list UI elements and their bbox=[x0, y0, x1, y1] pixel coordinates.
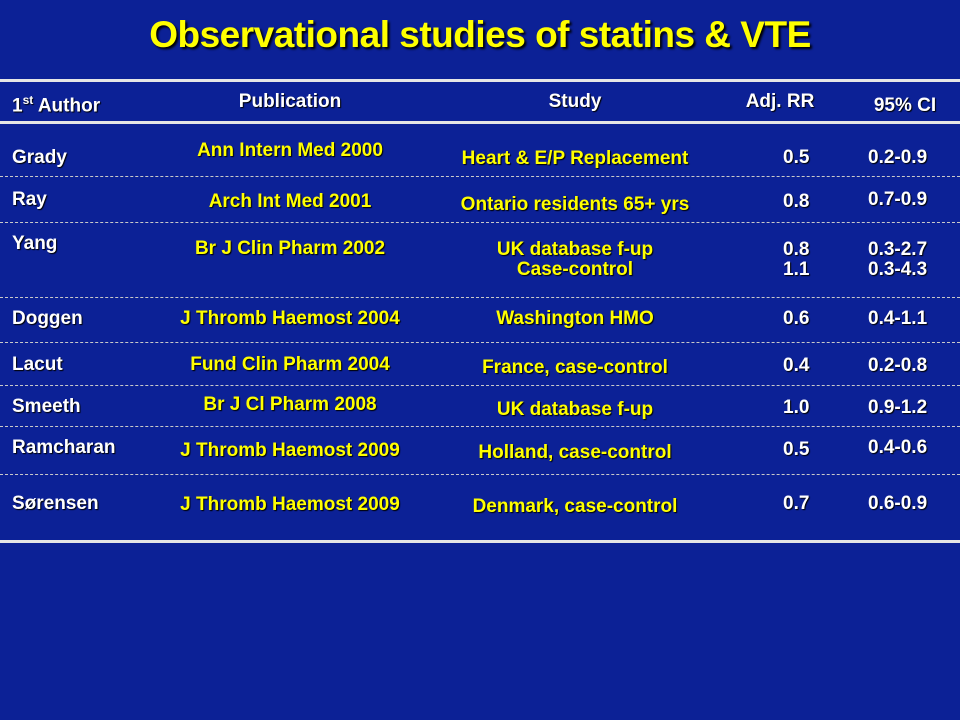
cell-publication: Br J Clin Pharm 2002 bbox=[194, 238, 386, 259]
cell-ci: 0.2-0.9 bbox=[868, 147, 928, 168]
header-ci: 95% CI bbox=[873, 95, 937, 116]
header-adj-rr: Adj. RR bbox=[745, 91, 815, 112]
header-publication: Publication bbox=[238, 91, 342, 112]
cell-adj-rr: 0.5 bbox=[783, 147, 810, 168]
cell-study: France, case-control bbox=[482, 357, 668, 378]
cell-study-secondary: Case-control bbox=[516, 259, 634, 280]
header-study: Study bbox=[548, 91, 602, 112]
cell-ci: 0.6-0.9 bbox=[868, 493, 928, 514]
cell-author: Yang bbox=[12, 233, 58, 254]
cell-ci: 0.9-1.2 bbox=[868, 397, 928, 418]
header-bottom-rule bbox=[0, 121, 960, 124]
table-bottom-rule bbox=[0, 540, 960, 543]
cell-study: Ontario residents 65+ yrs bbox=[460, 194, 690, 215]
cell-publication: J Thromb Haemost 2009 bbox=[180, 494, 400, 515]
row-separator bbox=[0, 176, 960, 177]
cell-adj-rr: 0.6 bbox=[783, 308, 810, 329]
cell-adj-rr: 0.5 bbox=[783, 439, 810, 460]
cell-ci: 0.7-0.9 bbox=[868, 189, 928, 210]
cell-study: UK database f-up bbox=[496, 399, 654, 420]
row-separator bbox=[0, 297, 960, 298]
cell-ci: 0.2-0.8 bbox=[868, 355, 928, 376]
cell-adj-rr: 0.7 bbox=[783, 493, 810, 514]
cell-study: Heart & E/P Replacement bbox=[461, 148, 689, 169]
cell-author: Doggen bbox=[12, 308, 83, 329]
cell-author: Lacut bbox=[12, 354, 63, 375]
cell-study: Denmark, case-control bbox=[472, 496, 678, 517]
cell-author: Ray bbox=[12, 189, 47, 210]
cell-author: Grady bbox=[12, 147, 67, 168]
cell-ci: 0.3-2.7 bbox=[868, 239, 928, 260]
cell-publication: Ann Intern Med 2000 bbox=[197, 140, 383, 161]
cell-publication: Fund Clin Pharm 2004 bbox=[190, 354, 390, 375]
cell-publication: Br J Cl Pharm 2008 bbox=[203, 394, 377, 415]
cell-ci: 0.4-1.1 bbox=[868, 308, 928, 329]
row-separator bbox=[0, 474, 960, 475]
table-top-rule bbox=[0, 79, 960, 82]
cell-author: Sørensen bbox=[12, 493, 99, 514]
header-author: 1st Author bbox=[12, 93, 101, 117]
row-separator bbox=[0, 385, 960, 386]
slide-title: Observational studies of statins & VTE bbox=[149, 14, 811, 55]
cell-ci-secondary: 0.3-4.3 bbox=[868, 259, 928, 280]
cell-study: UK database f-up bbox=[496, 239, 654, 260]
cell-adj-rr: 0.8 bbox=[783, 191, 810, 212]
cell-publication: Arch Int Med 2001 bbox=[208, 191, 372, 212]
row-separator bbox=[0, 342, 960, 343]
cell-publication: J Thromb Haemost 2004 bbox=[180, 308, 400, 329]
row-separator bbox=[0, 222, 960, 223]
cell-author: Ramcharan bbox=[12, 437, 116, 458]
cell-adj-rr: 1.0 bbox=[783, 397, 810, 418]
cell-study: Washington HMO bbox=[496, 308, 654, 329]
cell-study: Holland, case-control bbox=[478, 442, 672, 463]
cell-adj-rr-secondary: 1.1 bbox=[783, 259, 810, 280]
cell-adj-rr: 0.4 bbox=[783, 355, 810, 376]
cell-ci: 0.4-0.6 bbox=[868, 437, 928, 458]
row-separator bbox=[0, 426, 960, 427]
cell-author: Smeeth bbox=[12, 396, 81, 417]
cell-publication: J Thromb Haemost 2009 bbox=[180, 440, 400, 461]
cell-adj-rr: 0.8 bbox=[783, 239, 810, 260]
